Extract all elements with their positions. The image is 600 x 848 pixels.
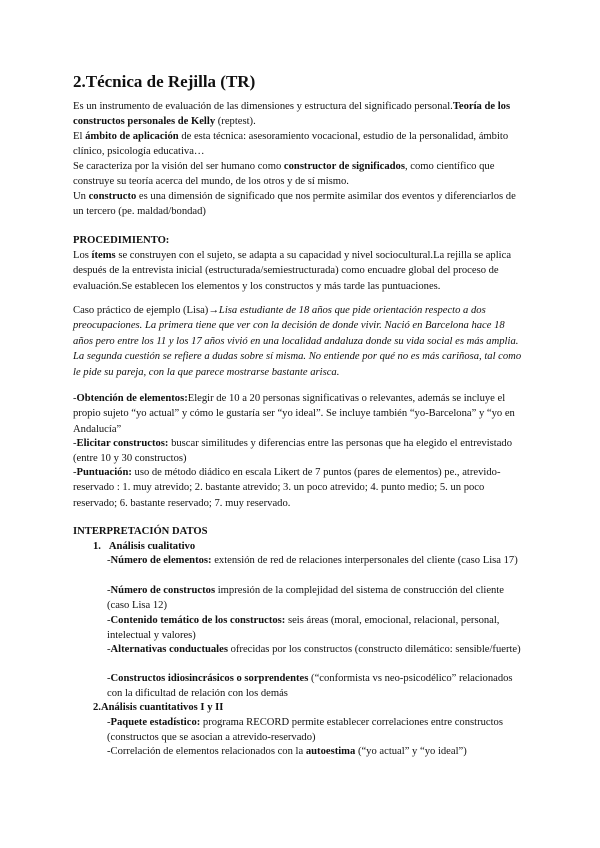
procedure-text: Los bbox=[73, 250, 92, 261]
page-title: 2.Técnica de Rejilla (TR) bbox=[73, 72, 256, 91]
scoring-item bbox=[73, 465, 525, 511]
construct-term: constructo bbox=[88, 191, 137, 202]
item-term: Número de constructos bbox=[110, 585, 216, 596]
item-text: impresión de la complejidad del sistema de construcción del cliente (caso Lisa 12) bbox=[107, 585, 504, 612]
list-item bbox=[107, 642, 525, 657]
intro-text: , como científico que construye su teoría acerca del mundo, de los otros y de sí mismo. bbox=[73, 161, 495, 188]
list-item bbox=[107, 744, 525, 759]
intro-text: Es un instrumento de evaluación de las dimensiones y estructura del significado personal. bbox=[73, 101, 453, 112]
list-item bbox=[107, 583, 525, 614]
intro-text: de esta técnica: asesoramiento vocacional, estudio de la personalidad, ámbito clínico, psicología educativa… bbox=[73, 131, 509, 158]
elicit-constructs-text: buscar similitudes y diferencias entre las personas que ha elegido el entrevistado (entre 10 y 30 constructos) bbox=[73, 438, 513, 465]
item-text: extensión de red de relaciones interpersonales del cliente (caso Lisa 17) bbox=[211, 555, 518, 566]
case-study-paragraph bbox=[73, 303, 525, 380]
case-label: Caso práctico de ejemplo (Lisa) bbox=[73, 305, 209, 316]
procedure-heading: PROCEDIMIENTO: bbox=[73, 235, 170, 246]
item-text: (“yo actual” y “yo ideal”) bbox=[355, 746, 467, 757]
item-text: -Correlación de elementos relacionados con la bbox=[107, 746, 306, 757]
elicit-constructs-term: Elicitar constructos: bbox=[76, 438, 169, 449]
item-term: Contenido temático de los constructos: bbox=[110, 615, 286, 626]
meaning-builder-term: constructor de significados bbox=[283, 161, 405, 172]
scoring-term: Puntuación: bbox=[76, 467, 132, 478]
item-term: Constructos idiosincrásicos o sorprendentes bbox=[110, 673, 309, 684]
procedure-text: se construyen con el sujeto, se adapta a su capacidad y nivel sociocultural.La rejilla se aplica después de la entrevista inicial (estructurada/semiestructurada) como encuadre global del proceso de evaluación.Se establecen los elementos y los constructos y más tarde las puntuaciones. bbox=[73, 250, 512, 292]
item-term: autoestima bbox=[305, 746, 356, 757]
dash: - bbox=[107, 615, 111, 626]
dash: - bbox=[107, 555, 111, 566]
application-scope-term: ámbito de aplicación bbox=[85, 131, 179, 142]
items-term: ítems bbox=[91, 250, 116, 261]
dash: - bbox=[73, 393, 77, 404]
section-number: 1. bbox=[93, 541, 101, 552]
intro-text: Un bbox=[73, 191, 89, 202]
case-description: Lisa estudiante de 18 años que pide orientación respecto a dos preocupaciones. La primera tiene que ver con la decisión de donde vivir. Nació en Barcelona hace 18 años pero entre los 11 y los 17 años vivió en una localidad andaluza donde su vida social es más amplia. La segunda cuestión se refiere a dudas sobre sí misma. No entiende por qué no es más cariñosa, tal como le pide su pareja, con la que parece mostrarse bastante arisca. bbox=[73, 305, 522, 378]
list-item bbox=[107, 613, 525, 644]
obtain-elements-item bbox=[73, 391, 525, 437]
scoring-text: uso de método diádico en escala Likert de 7 puntos (pares de elementos) pe., atrevido-reservado : 1. muy atrevido; 2. bastante atrevido; 3. un poco atrevido; 4. punto medio; 5. un poco reservado; 6. bastante reservado; 7. muy reservado. bbox=[73, 467, 501, 509]
item-term: Paquete estadístico: bbox=[110, 717, 201, 728]
obtain-elements-text: Elegir de 10 a 20 personas significativas o relevantes, además se incluye el propio sujeto “yo actual” y cómo le gustaría ser “yo ideal”. Se incluye también “yo-Barcelona” y “yo en Andalucía” bbox=[73, 393, 515, 435]
elicit-constructs-item bbox=[73, 436, 525, 467]
item-text: ofrecidas por los constructos (constructo dilemático: sensible/fuerte) bbox=[227, 644, 521, 655]
intro-text: El bbox=[73, 131, 86, 142]
list-item bbox=[107, 553, 525, 568]
procedure-paragraph bbox=[73, 248, 525, 294]
intro-paragraph-1 bbox=[73, 99, 525, 130]
item-text: programa RECORD permite establecer correlaciones entre constructos (constructos que se asocian a atrevido-reservado) bbox=[107, 717, 503, 744]
arrow-right-icon: → bbox=[208, 305, 219, 316]
list-item bbox=[107, 671, 525, 702]
intro-text: (reptest). bbox=[215, 116, 256, 128]
section-title: Análisis cualitativo bbox=[108, 541, 196, 552]
intro-paragraph-4 bbox=[73, 189, 525, 220]
item-term: Alternativas conductuales bbox=[110, 644, 228, 655]
intro-paragraph-2 bbox=[73, 129, 525, 160]
intro-text: es una dimensión de significado que nos permite asimilar dos eventos y diferenciarlos de un tercero (pe. maldad/bondad) bbox=[73, 191, 516, 218]
intro-paragraph-3 bbox=[73, 159, 525, 190]
item-text: (“conformista vs neo-psicodélico” relacionados con la dificultad de relación con los demás bbox=[107, 673, 513, 700]
item-term: Número de elementos: bbox=[110, 555, 212, 566]
quantitative-analysis-title: 2.Análisis cuantitativos I y II bbox=[93, 702, 224, 713]
obtain-elements-term: Obtención de elementos: bbox=[76, 393, 188, 404]
item-text: seis áreas (moral, emocional, relacional, personal, intelectual y valores) bbox=[107, 615, 500, 642]
interpretation-heading: INTERPRETACIÓN DATOS bbox=[73, 526, 208, 537]
dash: - bbox=[73, 467, 77, 478]
kelly-theory-term: Teoría de los constructos personales de Kelly bbox=[73, 101, 511, 128]
dash: - bbox=[107, 644, 111, 655]
dash: - bbox=[107, 585, 111, 596]
list-item bbox=[107, 715, 525, 746]
dash: - bbox=[107, 673, 111, 684]
dash: - bbox=[107, 717, 111, 728]
dash: - bbox=[73, 438, 77, 449]
intro-text: Se caracteriza por la visión del ser humano como bbox=[73, 161, 284, 172]
